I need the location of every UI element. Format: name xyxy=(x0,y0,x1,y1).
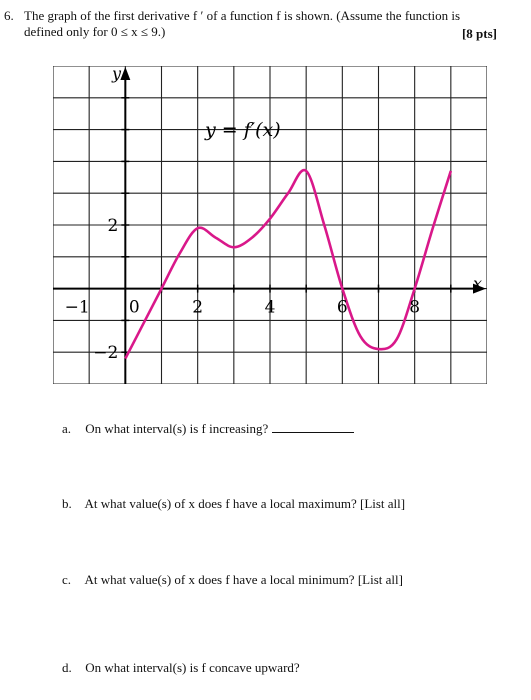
problem-number: 6. xyxy=(4,8,14,23)
question-c-text: At what value(s) of x does f have a local minimum? [List all] xyxy=(84,572,403,587)
derivative-curve xyxy=(125,170,451,359)
question-d-text: On what interval(s) is f concave upward? xyxy=(85,660,300,675)
x-tick-labels xyxy=(65,298,420,318)
question-d-label: d. xyxy=(62,660,72,675)
points-label: [8 pts] xyxy=(461,26,497,41)
question-c-label: c. xyxy=(62,572,72,587)
x-tick-label: 6 xyxy=(336,297,348,318)
x-tick-label: −1 xyxy=(64,297,90,318)
y-axis-arrow-icon xyxy=(120,67,130,80)
y-axis-label: y xyxy=(112,66,122,83)
y-tick-label: −2 xyxy=(93,343,119,364)
x-tick-label: 4 xyxy=(264,297,276,318)
derivative-graph xyxy=(53,66,487,384)
question-a-text: On what interval(s) is f increasing? xyxy=(85,421,269,436)
curve-label: y = f′(x) xyxy=(205,119,281,141)
x-tick-label: 0 xyxy=(128,297,140,318)
question-a-label: a. xyxy=(62,421,72,436)
curve-layer xyxy=(125,170,451,359)
answer-blank-a[interactable] xyxy=(272,421,354,433)
question-c xyxy=(62,572,403,588)
problem-statement: The graph of the first derivative f ′ of a function f is shown. (Assume the function is defined only for 0 ≤ x ≤ 9.) xyxy=(24,8,461,39)
x-tick-label: 8 xyxy=(409,297,421,318)
question-b-text: At what value(s) of x does f have a local maximum? [List all] xyxy=(84,496,406,511)
x-tick-label: 2 xyxy=(192,297,204,318)
y-tick-label: 2 xyxy=(107,216,119,236)
question-a xyxy=(62,421,354,437)
x-axis-label: x xyxy=(473,274,483,293)
question-b-label: b. xyxy=(62,496,72,511)
question-b xyxy=(62,496,405,512)
question-d xyxy=(62,660,300,676)
